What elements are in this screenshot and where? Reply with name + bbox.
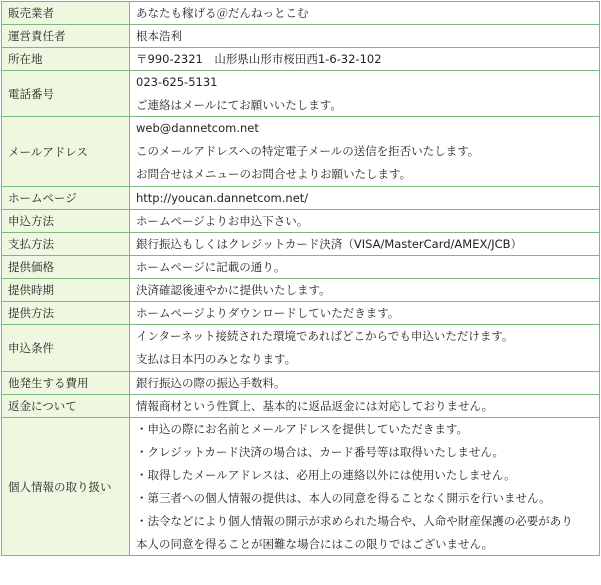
row-value xyxy=(130,210,600,233)
row-value-line: ホームページよりお申込下さい。 xyxy=(136,214,309,228)
row-label: 提供時期 xyxy=(2,279,130,302)
row-label: ホームページ xyxy=(2,187,130,210)
row-value-line: ・クレジットカード決済の場合は、カード番号等は取得いたしません。 xyxy=(136,445,505,459)
row-value-line: ホームページに記載の通り。 xyxy=(136,260,286,274)
row-value-line: お問合せはメニューのお問合せよりお願いたします。 xyxy=(136,167,412,181)
row-value-line: 支払は日本円のみとなります。 xyxy=(136,352,297,366)
row-value xyxy=(130,48,600,71)
row-label: 支払方法 xyxy=(2,233,130,256)
table-row xyxy=(2,418,600,556)
row-value-line: 銀行振込の際の振込手数料。 xyxy=(136,376,286,390)
row-value xyxy=(130,302,600,325)
table-row xyxy=(2,117,600,187)
table-row xyxy=(2,25,600,48)
row-label: 提供方法 xyxy=(2,302,130,325)
row-value xyxy=(130,2,600,25)
row-value xyxy=(130,325,600,372)
row-label: 個人情報の取り扱い xyxy=(2,418,130,556)
row-value xyxy=(130,117,600,187)
row-value-line: web@dannetcom.net xyxy=(136,121,259,135)
row-value xyxy=(130,256,600,279)
row-value xyxy=(130,395,600,418)
row-value xyxy=(130,187,600,210)
row-value-line: 決済確認後速やかに提供いたします。 xyxy=(136,283,331,297)
row-value-line: 本人の同意を得ることが困難な場合にはこの限りではございません。 xyxy=(136,537,494,551)
row-value-line: ・第三者への個人情報の提供は、本人の同意を得ることなく開示を行いません。 xyxy=(136,491,551,505)
row-value-line: ご連絡はメールにてお願いいたします。 xyxy=(136,98,342,112)
seller-info-table xyxy=(1,1,600,556)
row-value-line: ・申込の際にお名前とメールアドレスを提供していただきます。 xyxy=(136,422,469,436)
table-row xyxy=(2,187,600,210)
table-row xyxy=(2,210,600,233)
row-label: 所在地 xyxy=(2,48,130,71)
table-row xyxy=(2,2,600,25)
seller-info-container xyxy=(1,1,600,556)
row-value xyxy=(130,71,600,117)
row-value-line: あなたも稼げる＠だんねっとこむ xyxy=(136,6,309,20)
row-value-line: 〒990-2321 山形県山形市桜田西1-6-32-102 xyxy=(136,52,382,66)
table-row xyxy=(2,233,600,256)
row-value-line: 023-625-5131 xyxy=(136,75,218,89)
row-value xyxy=(130,233,600,256)
table-row xyxy=(2,48,600,71)
table-row xyxy=(2,279,600,302)
row-value xyxy=(130,372,600,395)
row-label: メールアドレス xyxy=(2,117,130,187)
row-value xyxy=(130,25,600,48)
row-value-line: http://youcan.dannetcom.net/ xyxy=(136,191,309,205)
table-row xyxy=(2,395,600,418)
row-label: 電話番号 xyxy=(2,71,130,117)
row-value-line: ・法令などにより個人情報の開示が求められた場合や、人命や財産保護の必要があり xyxy=(136,514,573,528)
row-label: 申込方法 xyxy=(2,210,130,233)
row-value-line: ホームページよりダウンロードしていただきます。 xyxy=(136,306,400,320)
row-value-line: 銀行振込もしくはクレジットカード決済（VISA/MasterCard/AMEX/JCB） xyxy=(136,237,523,251)
row-label: 返金について xyxy=(2,395,130,418)
row-value-line: ・取得したメールアドレスは、必用上の連絡以外には使用いたしません。 xyxy=(136,468,516,482)
row-value xyxy=(130,418,600,556)
row-value-line: このメールアドレスへの特定電子メールの送信を拒否いたします。 xyxy=(136,144,480,158)
row-value xyxy=(130,279,600,302)
row-label: 提供価格 xyxy=(2,256,130,279)
row-label: 他発生する費用 xyxy=(2,372,130,395)
row-label: 販売業者 xyxy=(2,2,130,25)
row-label: 申込条件 xyxy=(2,325,130,372)
table-row xyxy=(2,302,600,325)
row-label: 運営責任者 xyxy=(2,25,130,48)
table-row xyxy=(2,372,600,395)
row-value-line: 根本浩利 xyxy=(136,29,182,43)
row-value-line: 情報商材という性質上、基本的に返品返金には対応しておりません。 xyxy=(136,399,494,413)
row-value-line: インターネット接続された環境であればどこからでも申込いただけます。 xyxy=(136,329,514,343)
table-row xyxy=(2,71,600,117)
table-row xyxy=(2,325,600,372)
table-row xyxy=(2,256,600,279)
